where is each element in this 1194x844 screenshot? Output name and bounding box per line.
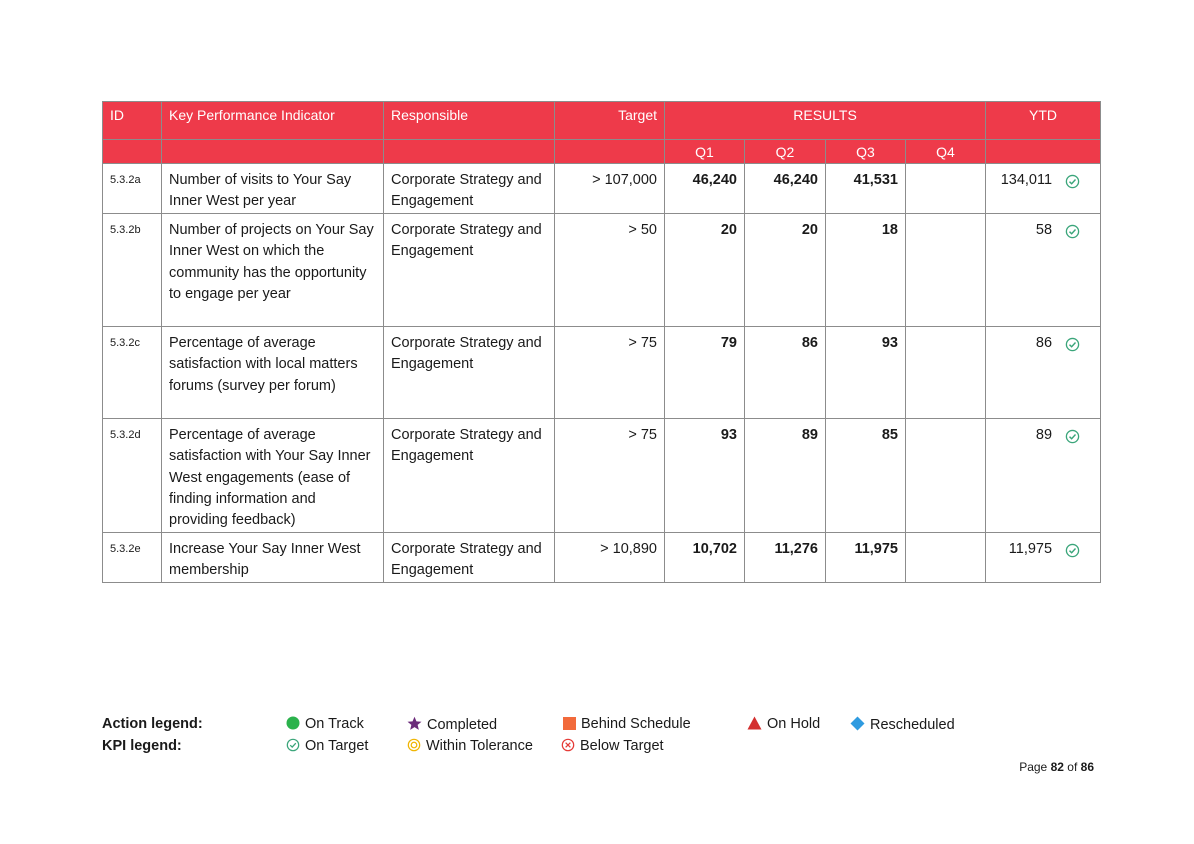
cell-kpi: Increase Your Say Inner West membership — [162, 533, 384, 583]
cell-ytd — [986, 164, 1101, 214]
cell-q4 — [906, 164, 986, 214]
header-target: Target — [555, 102, 665, 140]
header-q3: Q3 — [826, 140, 906, 164]
legend-completed-label: Completed — [427, 717, 498, 733]
cell-q4 — [906, 419, 986, 533]
table-row — [103, 419, 1101, 533]
cell-id: 5.3.2b — [103, 214, 162, 327]
cell-target: > 107,000 — [555, 164, 665, 214]
cell-responsible: Corporate Strategy and Engagement — [384, 164, 555, 214]
cell-kpi: Number of visits to Your Say Inner West per year — [162, 164, 384, 214]
triangle-icon — [747, 716, 762, 730]
cell-id: 5.3.2d — [103, 419, 162, 533]
ytd-value: 11,975 — [1008, 541, 1053, 557]
cell-q3: 18 — [826, 214, 906, 327]
legend-behind-schedule — [563, 716, 691, 732]
header-q2: Q2 — [745, 140, 826, 164]
legend-rescheduled-label: Rescheduled — [870, 717, 955, 733]
page-current: 82 — [1050, 760, 1064, 774]
on-track-icon — [286, 716, 300, 730]
legend-within-tolerance-label: Within Tolerance — [426, 738, 533, 754]
cell-target: > 75 — [555, 327, 665, 419]
cell-id: 5.3.2e — [103, 533, 162, 583]
cell-q1: 46,240 — [665, 164, 745, 214]
diamond-icon — [850, 716, 865, 731]
cell-q2: 11,276 — [745, 533, 826, 583]
square-icon — [563, 717, 576, 730]
check-circle-icon — [286, 738, 300, 752]
cell-q2: 89 — [745, 419, 826, 533]
legend-within-tolerance — [407, 738, 533, 754]
header-responsible: Responsible — [384, 102, 555, 140]
cell-q1: 93 — [665, 419, 745, 533]
cell-ytd — [986, 419, 1101, 533]
cell-q1: 20 — [665, 214, 745, 327]
header-q1: Q1 — [665, 140, 745, 164]
cell-responsible: Corporate Strategy and Engagement — [384, 214, 555, 327]
cell-q3: 11,975 — [826, 533, 906, 583]
legend — [102, 716, 1002, 762]
legend-on-hold-label: On Hold — [767, 716, 821, 732]
on-target-icon — [1065, 543, 1080, 558]
header-id: ID — [103, 102, 162, 140]
cell-q2: 46,240 — [745, 164, 826, 214]
table-row — [103, 533, 1101, 583]
cell-target: > 10,890 — [555, 533, 665, 583]
ytd-value: 86 — [1035, 335, 1053, 351]
header-results: RESULTS — [665, 102, 986, 140]
ytd-value: 58 — [1035, 222, 1053, 238]
legend-below-target — [561, 738, 664, 754]
cell-id: 5.3.2c — [103, 327, 162, 419]
header-q4: Q4 — [906, 140, 986, 164]
legend-on-track — [286, 716, 364, 732]
cell-q1: 10,702 — [665, 533, 745, 583]
legend-rescheduled — [850, 716, 955, 733]
page-number — [1019, 760, 1094, 774]
cell-q4 — [906, 533, 986, 583]
header-blank — [986, 140, 1101, 164]
cell-ytd — [986, 327, 1101, 419]
cell-ytd — [986, 214, 1101, 327]
on-target-icon — [1065, 174, 1080, 189]
legend-behind-label: Behind Schedule — [581, 716, 691, 732]
cell-kpi: Percentage of average satisfaction with Your Say Inner West engagements (ease of finding information and providing feedback) — [162, 419, 384, 533]
legend-completed — [407, 716, 497, 733]
on-target-icon — [1065, 224, 1080, 239]
kpi-legend-label: KPI legend: — [102, 738, 182, 754]
x-circle-icon — [561, 738, 575, 752]
cell-q4 — [906, 327, 986, 419]
header-kpi: Key Performance Indicator — [162, 102, 384, 140]
cell-kpi: Number of projects on Your Say Inner West on which the community has the opportunity to engage per year — [162, 214, 384, 327]
cell-ytd — [986, 533, 1101, 583]
header-blank — [555, 140, 665, 164]
star-icon — [407, 716, 422, 731]
page-of: of — [1067, 760, 1078, 774]
cell-q2: 86 — [745, 327, 826, 419]
header-blank — [162, 140, 384, 164]
ytd-value: 134,011 — [1000, 172, 1053, 188]
page-total: 86 — [1080, 760, 1094, 774]
on-target-icon — [1065, 429, 1080, 444]
kpi-legend — [102, 738, 1002, 759]
cell-responsible: Corporate Strategy and Engagement — [384, 327, 555, 419]
on-target-icon — [1065, 337, 1080, 352]
cell-q2: 20 — [745, 214, 826, 327]
action-legend — [102, 716, 1002, 737]
legend-on-target — [286, 738, 368, 754]
cell-q3: 41,531 — [826, 164, 906, 214]
cell-kpi: Percentage of average satisfaction with local matters forums (survey per forum) — [162, 327, 384, 419]
cell-target: > 50 — [555, 214, 665, 327]
cell-q3: 93 — [826, 327, 906, 419]
table-row — [103, 327, 1101, 419]
cell-responsible: Corporate Strategy and Engagement — [384, 419, 555, 533]
legend-on-track-label: On Track — [305, 716, 364, 732]
header-blank — [384, 140, 555, 164]
ytd-value: 89 — [1035, 427, 1053, 443]
kpi-table — [102, 101, 1101, 583]
cell-q3: 85 — [826, 419, 906, 533]
cell-responsible: Corporate Strategy and Engagement — [384, 533, 555, 583]
table-row — [103, 214, 1101, 327]
legend-on-hold — [747, 716, 820, 732]
page-prefix: Page — [1019, 760, 1048, 774]
cell-target: > 75 — [555, 419, 665, 533]
cell-q4 — [906, 214, 986, 327]
header-ytd: YTD — [986, 102, 1101, 140]
legend-below-target-label: Below Target — [580, 738, 664, 754]
legend-on-target-label: On Target — [305, 738, 369, 754]
header-blank — [103, 140, 162, 164]
target-ring-icon — [407, 738, 421, 752]
action-legend-label: Action legend: — [102, 716, 203, 732]
table-row — [103, 164, 1101, 214]
cell-q1: 79 — [665, 327, 745, 419]
cell-id: 5.3.2a — [103, 164, 162, 214]
